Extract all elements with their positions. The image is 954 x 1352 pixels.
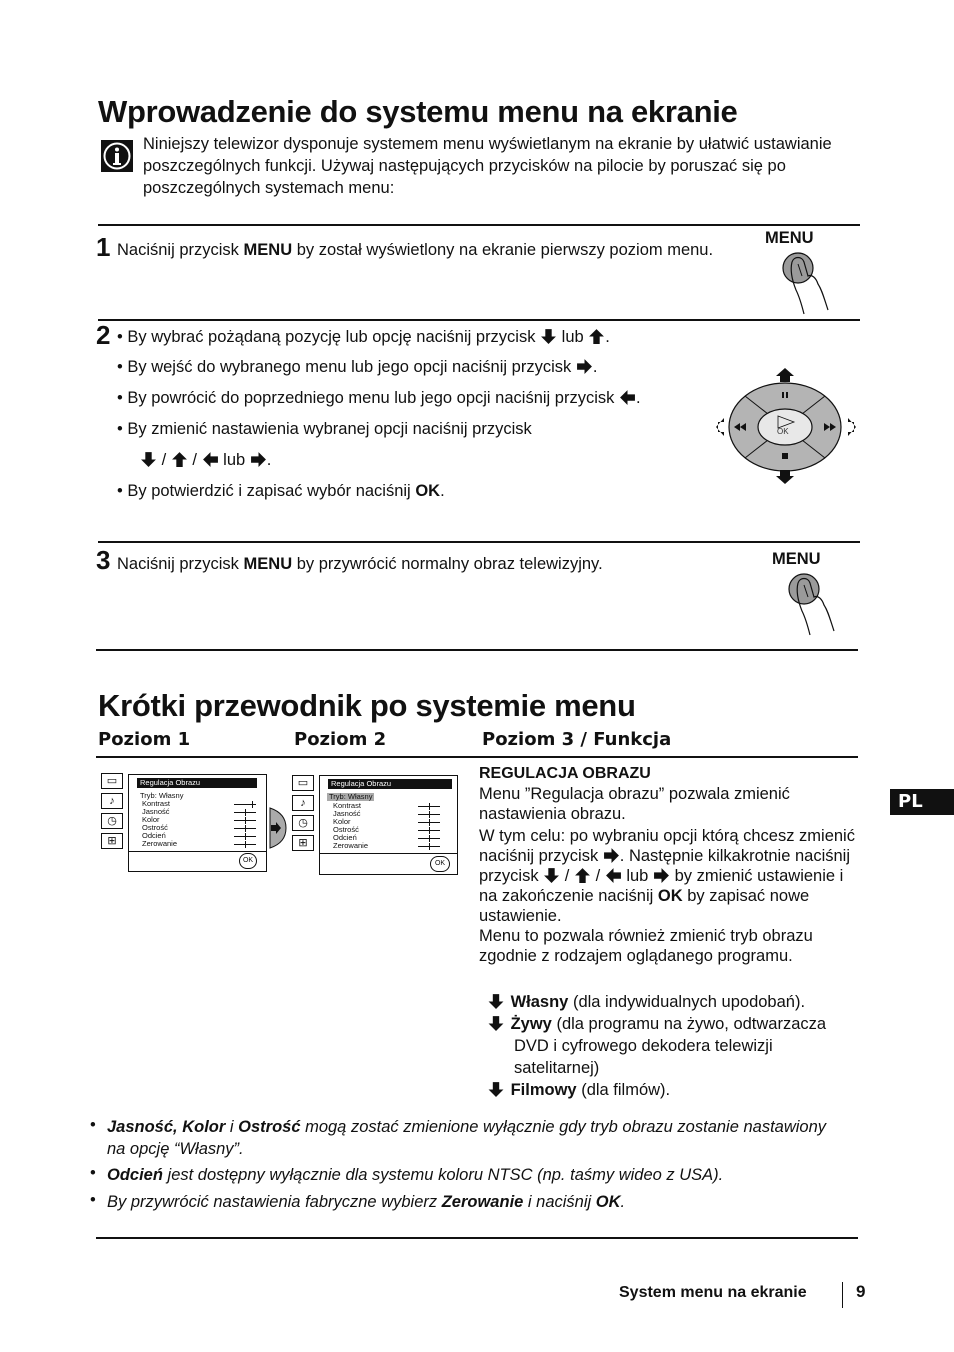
step-number-1: 1 [96,232,111,262]
arrow-up-icon [588,328,605,345]
screen-item: Zerowanie [142,839,178,848]
sound-menu-icon: ♪ [101,793,123,809]
slider [418,822,440,823]
section-title-intro: Wprowadzenie do systemu menu na ekranie [98,94,738,129]
arrow-right-icon [250,451,267,468]
note-reset: By przywrócić nastawienia fabryczne wybierz Zerowanie i naciśnij OK. [107,1193,626,1211]
slider [234,844,256,845]
note-adjustable: Jasność, Kolor i Ostrość mogą zostać zmienione wyłącznie gdy tryb obrazu zostanie nastawiony na opcję “Własny”. [107,1118,827,1158]
screen-item: Kolor [333,817,351,826]
screen-item: Ostrość [333,825,359,834]
arrow-left-icon [619,389,636,406]
option-movie: Filmowy (dla filmów). [486,1079,860,1101]
screen-item: Odcień [333,833,357,842]
note-bullet: • [90,1164,96,1182]
arrow-up-icon [574,867,591,884]
slider [234,820,256,821]
picture-menu-icon: ▭ [292,775,314,791]
timer-menu-icon: ◷ [292,815,314,831]
slider [418,838,440,839]
navigation-pad-right-icon [266,806,288,855]
timer-menu-icon: ◷ [101,813,123,829]
intro-text: Niniejszy telewizor dysponuje systemem menu wyświetlanym na ekranie by ułatwić ustawianie poszczególnych funkcji. Używaj następujących przycisków na pilocie by poruszać się po poszczególnych systemach menu: [143,135,832,197]
divider [98,319,860,321]
screen-item: Jasność [333,809,361,818]
screen-item: Kolor [142,815,160,824]
sound-menu-icon: ♪ [292,795,314,811]
divider [98,541,860,543]
section-title-guide: Krótki przewodnik po systemie menu [98,688,636,723]
function-heading: REGULACJA OBRAZU [479,765,651,782]
divider [96,1237,858,1239]
step2-bullet-select: • By wybrać pożądaną pozycję lub opcję naciśnij przycisk lub . [117,328,610,346]
slider [418,814,440,815]
divider [98,224,860,226]
option-vivid: Żywy (dla programu na żywo, odtwarzacza DVD i cyfrowego dekodera telewizji satelitarnej) [486,1013,860,1079]
level1-heading: Poziom 1 [98,729,191,750]
screen-mode-selected: Tryb: Własny [329,792,373,801]
slider [418,806,440,807]
screen-item: Ostrość [142,823,168,832]
step1-text: Naciśnij przycisk MENU by został wyświetlony na ekranie pierwszy poziom menu. [117,241,714,259]
arrow-right-icon [603,847,620,864]
screen-header: Regulacja Obrazu [328,779,452,789]
note-hue: Odcień jest dostępny wyłącznie dla systemu koloru NTSC (np. taśmy wideo z USA). [107,1166,724,1184]
slider [234,804,256,805]
note-bullet: • [90,1191,96,1209]
step2-bullet-enter: • By wejść do wybranego menu lub jego opcji naciśnij przycisk . [117,358,598,376]
option-own: Własny (dla indywidualnych upodobań). [486,991,860,1013]
menu-screen-level2 [319,775,458,875]
hand-pressing-menu-icon [778,250,834,321]
divider [96,756,858,758]
screen-mode: Tryb: Własny [140,791,184,800]
screen-item: Kontrast [142,799,170,808]
slider [234,836,256,837]
function-text: Menu ”Regulacja obrazu” pozwala zmienić nastawienia obrazu. W tym celu: po wybraniu opcji którą chcesz zmienić naciśnij przycisk . Następnie kilkakrotnie naciśnij przycisk / / lub by zmienić ustawienie i na zakończenie naciśnij OK by zapisać nowe ustawienie. Menu to pozwala również zmienić tryb obrazu zgodnie z rodzajem oglądanego programu. [479,785,855,965]
arrow-left-icon [605,867,622,884]
screen-item: Jasność [142,807,170,816]
slider [418,846,440,847]
arrow-down-icon [140,451,157,468]
arrow-down-icon [486,1081,506,1098]
ok-icon: OK [430,856,450,872]
arrow-down-icon [543,867,560,884]
screen-item: Odcień [142,831,166,840]
language-tab: PL [890,789,954,815]
menu-button-label: MENU [765,229,814,247]
screen-item: Zerowanie [333,841,369,850]
arrow-down-icon [540,328,557,345]
footer-section-label: System menu na ekranie [619,1284,807,1301]
step2-change-keys: / / lub . [140,449,271,471]
ok-icon: OK [239,853,257,869]
picture-mode-options [486,991,860,1101]
menu-screen-level1 [128,774,267,872]
menu-button-label: MENU [772,550,821,568]
step2-bullet-confirm: • By potwierdzić i zapisać wybór naciśnij OK. [117,482,445,500]
note-bullet: • [90,1116,96,1134]
slider [234,812,256,813]
step-number-3: 3 [96,545,111,575]
hand-pressing-menu-icon [784,571,840,642]
step2-bullet-change: • By zmienić nastawienia wybranej opcji naciśnij przycisk [117,420,532,438]
screen-item: Kontrast [333,801,361,810]
slider [234,828,256,829]
arrow-down-icon [486,1015,506,1032]
arrow-right-icon [653,867,670,884]
level2-heading: Poziom 2 [294,729,387,750]
arrow-down-icon [486,993,506,1010]
remote-navigation-pad [712,366,858,488]
divider [96,649,858,651]
step-number-2: 2 [96,320,111,350]
picture-menu-icon: ▭ [101,773,123,789]
slider [418,830,440,831]
ok-button-label: OK [777,427,789,436]
step3-text: Naciśnij przycisk MENU by przywrócić normalny obraz telewizyjny. [117,555,603,573]
setup-menu-icon: ⊞ [292,835,314,851]
level3-heading: Poziom 3 / Funkcja [482,729,672,750]
arrow-right-icon [576,358,593,375]
page-number: 9 [856,1282,866,1301]
footer-separator [842,1282,843,1308]
info-icon [101,140,133,172]
arrow-left-icon [202,451,219,468]
screen-header: Regulacja Obrazu [137,778,257,788]
step2-bullet-back: • By powrócić do poprzedniego menu lub jego opcji naciśnij przycisk . [117,389,641,407]
setup-menu-icon: ⊞ [101,833,123,849]
arrow-up-icon [171,451,188,468]
